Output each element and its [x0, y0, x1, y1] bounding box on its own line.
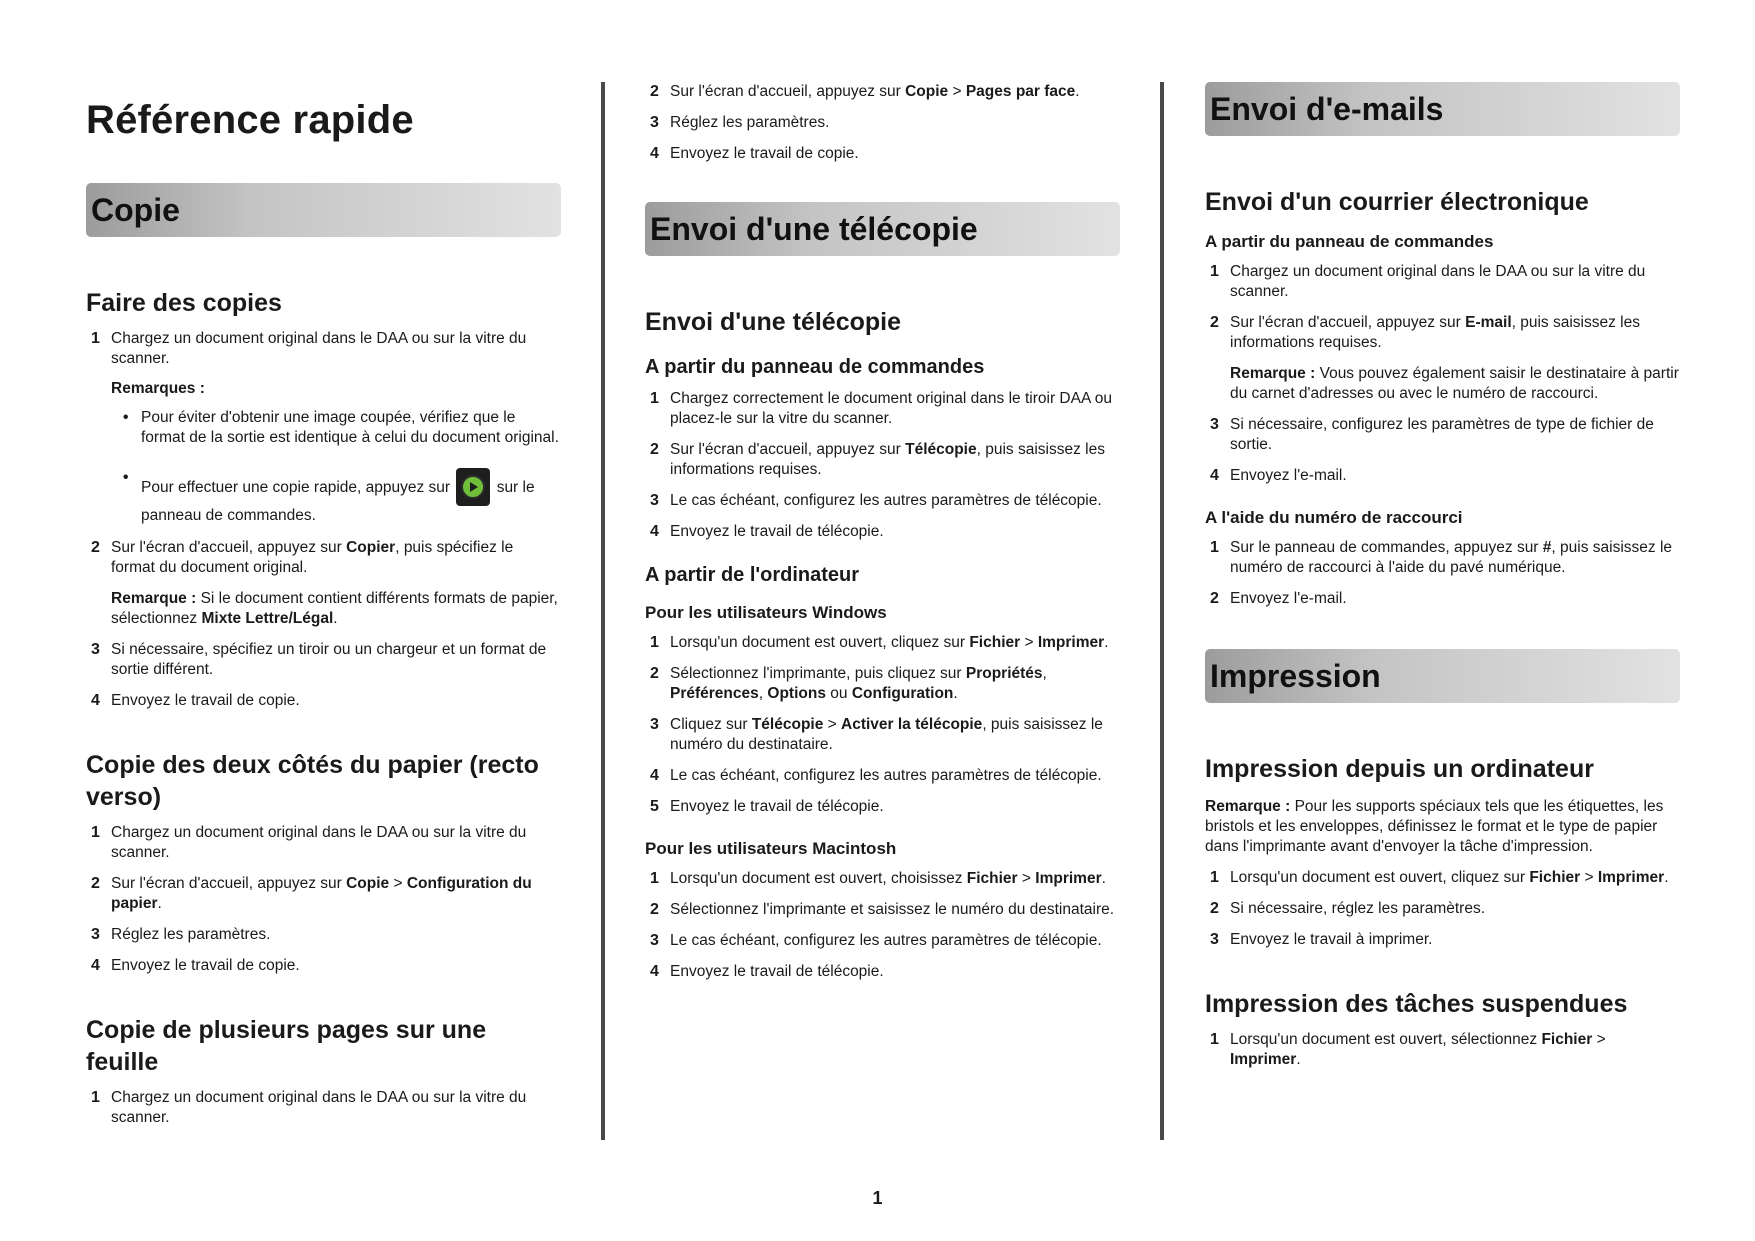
step: 2 Sur l'écran d'accueil, appuyez sur Copier, puis spécifiez le format du document original. — [91, 539, 514, 576]
step: 2 Envoyez l'e-mail. — [1210, 590, 1347, 607]
heading-macintosh: Pour les utilisateurs Macintosh — [645, 839, 897, 858]
remark: Remarque : Si le document contient différents formats de papier, sélectionnez Mixte Lettre/Légal. — [111, 590, 558, 627]
heading-recto-verso: Copie des deux côtés du papier (recto verso) — [86, 751, 539, 811]
remark: Remarque : Vous pouvez également saisir le destinataire à partir du carnet d'adresses ou avec le numéro de raccourci. — [1230, 365, 1679, 402]
step: 2 Si nécessaire, réglez les paramètres. — [1210, 900, 1486, 917]
step: 3 Réglez les paramètres. — [650, 114, 830, 131]
step: 1 Lorsqu'un document est ouvert, choisissez Fichier > Imprimer. — [650, 870, 1106, 887]
section-faire-des-copies — [86, 287, 561, 711]
section-recto-verso — [86, 749, 561, 976]
step: 2 Sur l'écran d'accueil, appuyez sur E-mail, puis saisissez les informations requises. — [1210, 314, 1640, 351]
start-icon — [456, 468, 490, 506]
step: 1 Sur le panneau de commandes, appuyez sur #, puis saisissez le numéro de raccourci à l'aide du pavé numérique. — [1210, 539, 1673, 576]
heading-impression-ordinateur: Impression depuis un ordinateur — [1205, 755, 1594, 783]
remark: Remarque : Pour les supports spéciaux tels que les étiquettes, les bristols et les enveloppes, définissez le format et le type de papier dans l'imprimante avant d'envoyer la tâche d'impression. — [1205, 798, 1664, 855]
step: 4 Envoyez le travail de télécopie. — [650, 963, 884, 980]
heading-fax-panneau: A partir du panneau de commandes — [645, 356, 985, 378]
banner-impression: Impression — [1205, 649, 1680, 703]
step: 4 Envoyez le travail de télécopie. — [650, 523, 884, 540]
step: 4 Envoyez le travail de copie. — [91, 957, 300, 974]
column-2 — [645, 82, 1120, 1004]
step: 1 Chargez un document original dans le DAA ou sur la vitre du scanner. — [91, 824, 527, 861]
section-fax-panneau — [645, 356, 1120, 542]
section-email-raccourci — [1205, 508, 1680, 609]
section-taches-suspendues — [1205, 988, 1680, 1070]
step: 2 Sélectionnez l'imprimante et saisissez le numéro du destinataire. — [650, 901, 1115, 918]
heading-fax-ordinateur: A partir de l'ordinateur — [645, 564, 860, 586]
section-impression-ordinateur — [1205, 753, 1680, 950]
step: 1 Lorsqu'un document est ouvert, cliquez sur Fichier > Imprimer. — [650, 634, 1109, 651]
banner-envoi-telecopie: Envoi d'une télécopie — [645, 202, 1120, 256]
step: 4 Le cas échéant, configurez les autres paramètres de télécopie. — [650, 767, 1102, 784]
step: 1 Lorsqu'un document est ouvert, cliquez sur Fichier > Imprimer. — [1210, 869, 1669, 886]
step: 3 Si nécessaire, configurez les paramètres de type de fichier de sortie. — [1210, 416, 1654, 453]
heading-email-panneau: A partir du panneau de commandes — [1205, 232, 1494, 251]
section-fax-ordinateur — [645, 564, 1120, 982]
column-divider-2 — [1160, 82, 1164, 1140]
section-email-panneau — [1205, 232, 1680, 486]
column-3 — [1205, 82, 1680, 1108]
heading-windows: Pour les utilisateurs Windows — [645, 603, 887, 622]
section-plusieurs-pages — [86, 1014, 561, 1128]
banner-envoi-emails: Envoi d'e-mails — [1205, 82, 1680, 136]
step: 3 Le cas échéant, configurez les autres paramètres de télécopie. — [650, 492, 1102, 509]
step: 1 Lorsqu'un document est ouvert, sélectionnez Fichier > Imprimer. — [1210, 1031, 1606, 1068]
step: 3 Cliquez sur Télécopie > Activer la télécopie, puis saisissez le numéro du destinataire. — [650, 716, 1103, 753]
step: 1 Chargez un document original dans le DAA ou sur la vitre du scanner. — [1210, 263, 1646, 300]
step: 2 Sélectionnez l'imprimante, puis cliquez sur Propriétés, Préférences, Options ou Configuration. — [650, 665, 1047, 702]
step: 4 Envoyez le travail de copie. — [91, 692, 300, 709]
column-divider-1 — [601, 82, 605, 1140]
step: 3 Réglez les paramètres. — [91, 926, 271, 943]
heading-envoi-courrier: Envoi d'un courrier électronique — [1205, 188, 1589, 216]
heading-faire-des-copies: Faire des copies — [86, 289, 282, 317]
heading-email-raccourci: A l'aide du numéro de raccourci — [1205, 508, 1463, 527]
step: 3 Si nécessaire, spécifiez un tiroir ou un chargeur et un format de sortie différent. — [91, 641, 547, 678]
bullet-item: • Pour effectuer une copie rapide, appuyez sur sur le panneau de commandes. — [123, 469, 535, 524]
section-plusieurs-pages-cont — [645, 82, 1120, 164]
step: 3 Le cas échéant, configurez les autres paramètres de télécopie. — [650, 932, 1102, 949]
step: 2 Sur l'écran d'accueil, appuyez sur Copie > Pages par face. — [650, 83, 1080, 100]
heading-plusieurs-pages: Copie de plusieurs pages sur une feuille — [86, 1016, 487, 1076]
heading-envoi-telecopie: Envoi d'une télécopie — [645, 308, 901, 336]
step: 1 Chargez un document original dans le DAA ou sur la vitre du scanner. — [91, 330, 527, 367]
document-title: Référence rapide — [86, 98, 414, 142]
step: 5 Envoyez le travail de télécopie. — [650, 798, 884, 815]
step: 4 Envoyez l'e-mail. — [1210, 467, 1347, 484]
banner-copie: Copie — [86, 183, 561, 237]
step: 1 Chargez un document original dans le DAA ou sur la vitre du scanner. — [91, 1089, 527, 1126]
bullet-item: • Pour éviter d'obtenir une image coupée, vérifiez que le format de la sortie est identique à celui du document original. — [123, 409, 559, 446]
page-number: 1 — [872, 1188, 883, 1208]
step: 3 Envoyez le travail à imprimer. — [1210, 931, 1433, 948]
step: 4 Envoyez le travail de copie. — [650, 145, 859, 162]
column-1 — [86, 80, 561, 1166]
heading-taches-suspendues: Impression des tâches suspendues — [1205, 990, 1628, 1018]
step: 2 Sur l'écran d'accueil, appuyez sur Télécopie, puis saisissez les informations requises. — [650, 441, 1105, 478]
step: 1 Chargez correctement le document original dans le tiroir DAA ou placez-le sur la vitre du scanner. — [650, 390, 1112, 427]
step: 2 Sur l'écran d'accueil, appuyez sur Copie > Configuration du papier. — [91, 875, 532, 912]
remarks-title: Remarques : — [111, 380, 205, 397]
